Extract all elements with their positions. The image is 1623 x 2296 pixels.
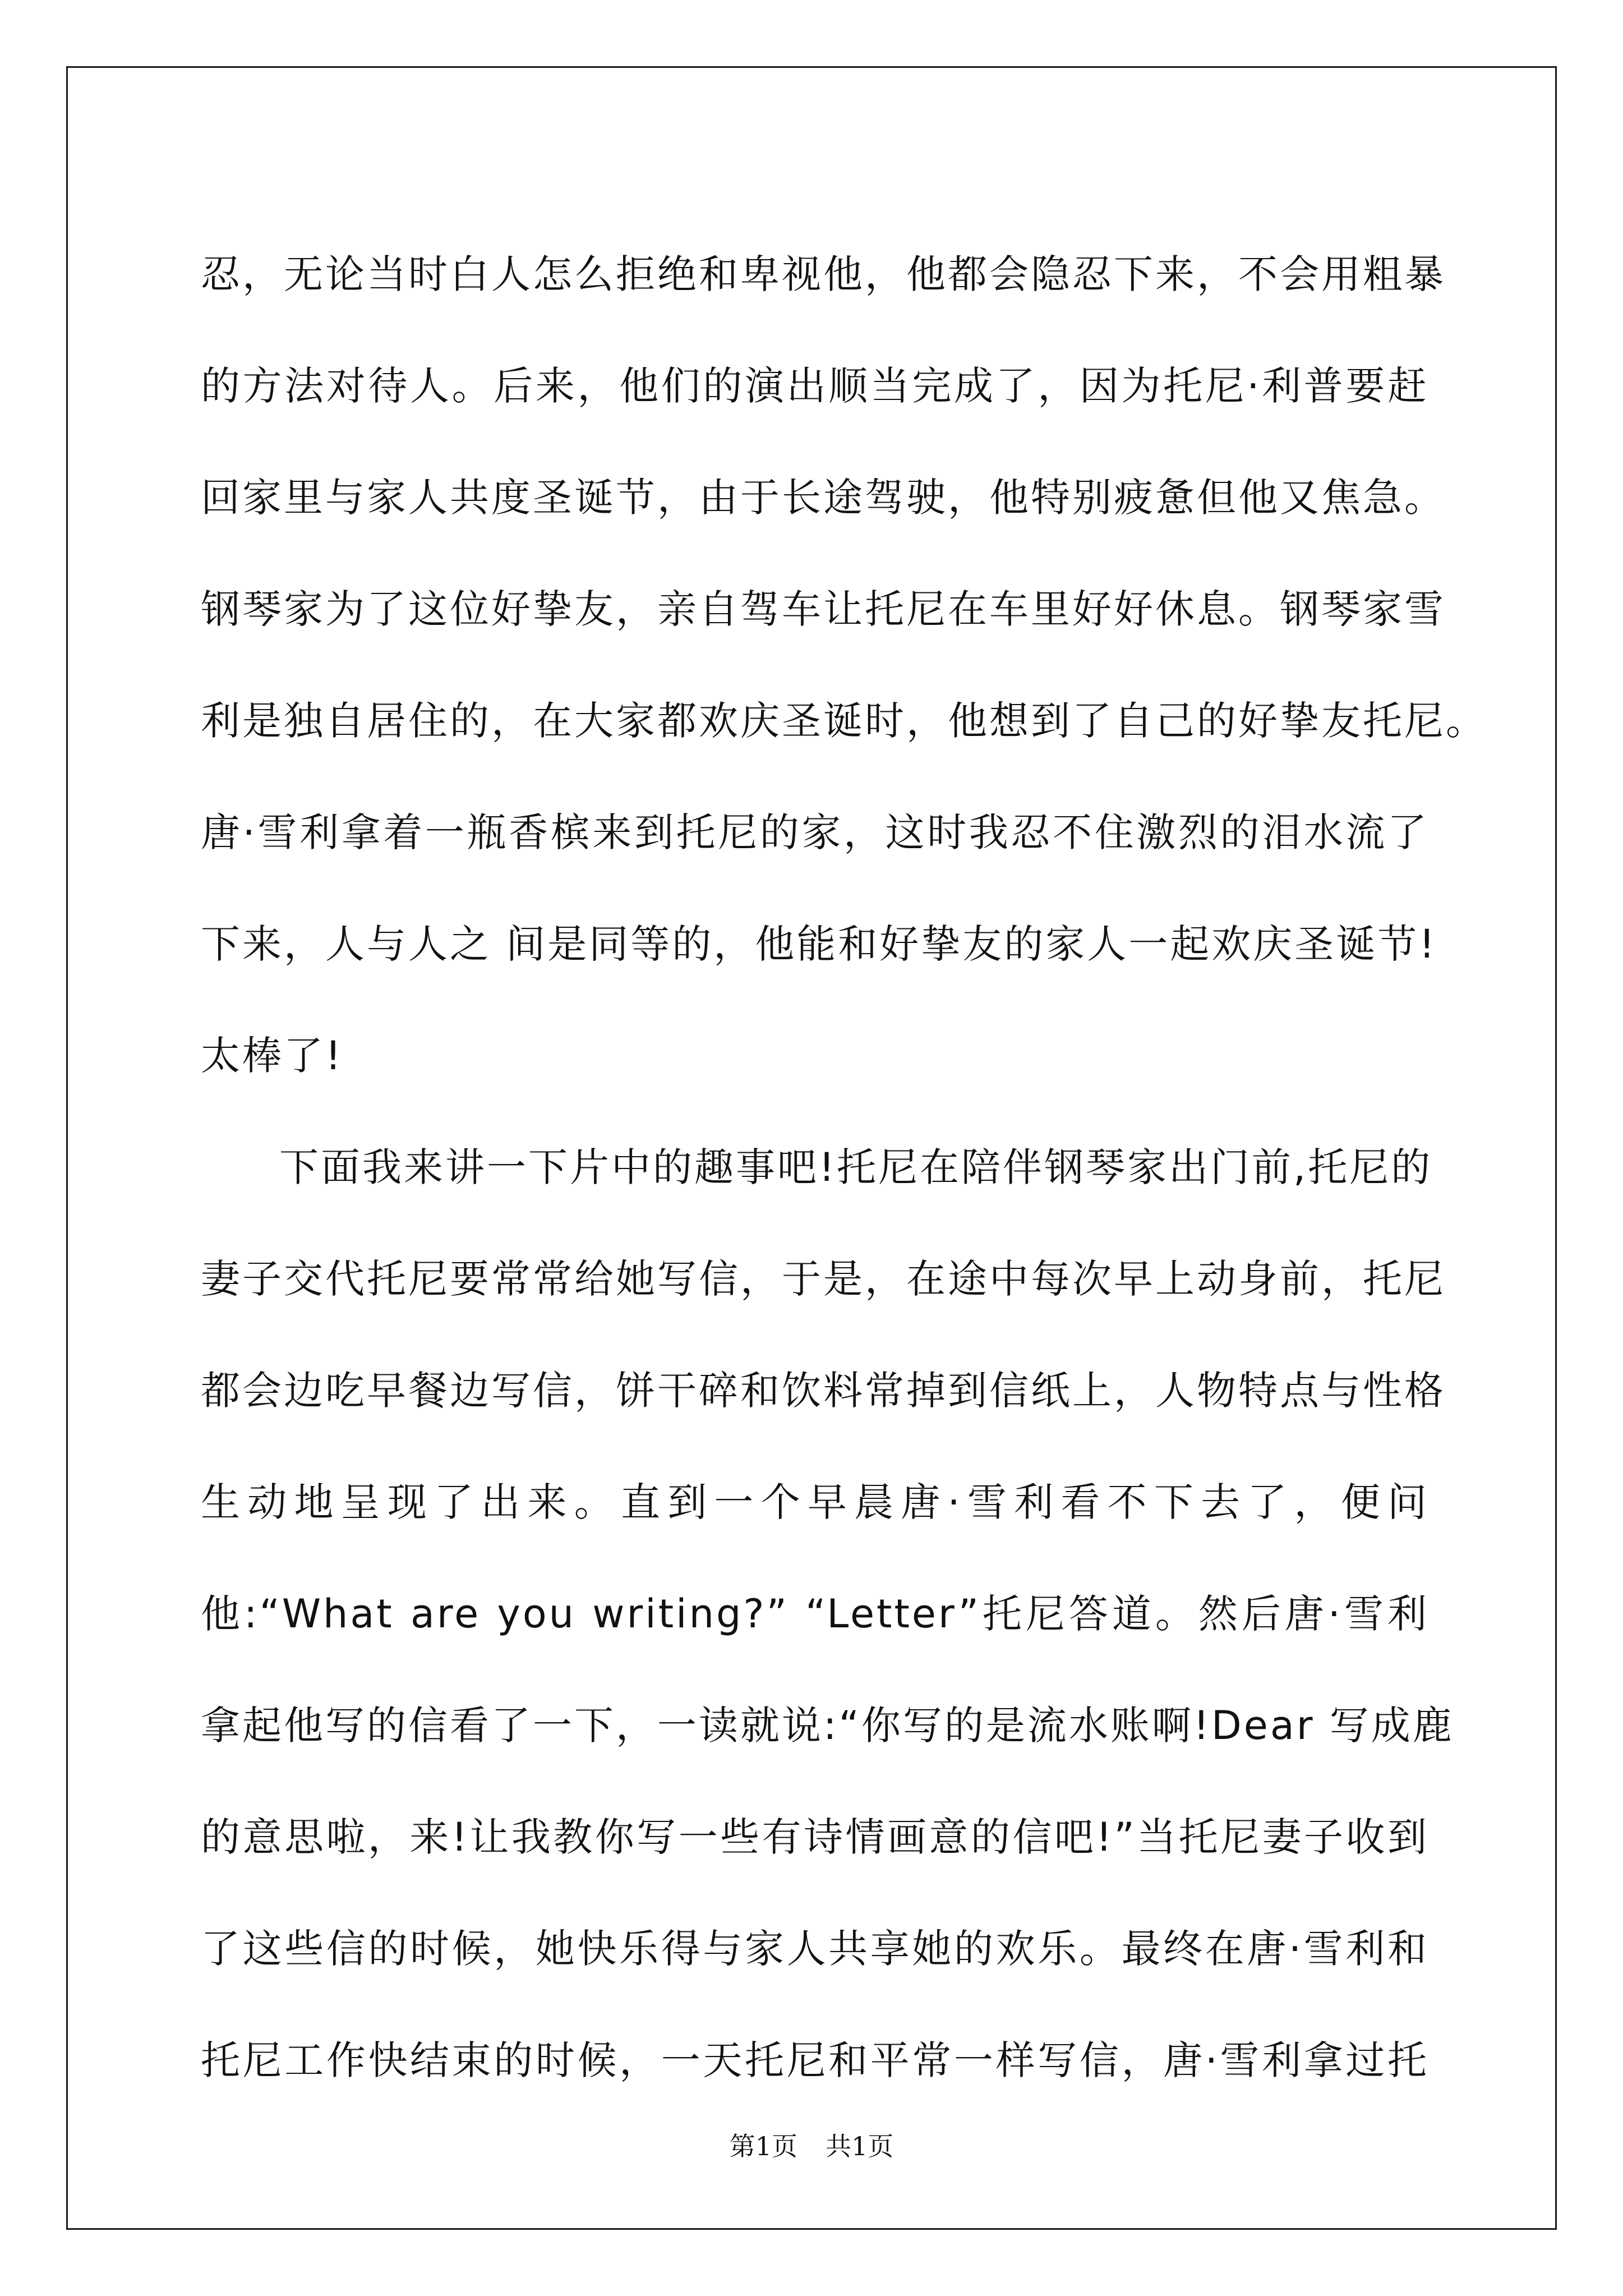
text-line: 生动地呈现了出来。直到一个早晨唐·雪利看不下去了，便问	[201, 1479, 1429, 1525]
page-number: 第1页	[729, 2131, 797, 2161]
text-line: 的意思啦，来!让我教你写一些有诗情画意的信吧!”当托尼妻子收到	[201, 1814, 1429, 1860]
text-line: 下面我来讲一下片中的趣事吧!托尼在陪伴钢琴家出门前,托尼的	[279, 1144, 1433, 1190]
total-pages: 共1页	[826, 2131, 894, 2161]
text-line: 钢琴家为了这位好挚友，亲自驾车让托尼在车里好好休息。钢琴家雪	[201, 586, 1446, 632]
text-line: 托尼工作快结束的时候，一天托尼和平常一样写信，唐·雪利拿过托	[201, 2037, 1429, 2083]
text-line: 了这些信的时候，她快乐得与家人共享她的欢乐。最终在唐·雪利和	[201, 1926, 1429, 1972]
text-line: 唐·雪利拿着一瓶香槟来到托尼的家，这时我忍不住激烈的泪水流了	[201, 809, 1429, 855]
text-line: 忍，无论当时白人怎么拒绝和卑视他，他都会隐忍下来，不会用粗暴	[201, 251, 1446, 297]
text-line: 利是独自居住的，在大家都欢庆圣诞时，他想到了自己的好挚友托尼。	[201, 698, 1487, 744]
paragraph-1	[201, 219, 1487, 1112]
text-line: 的方法对待人。后来，他们的演出顺当完成了，因为托尼·利普要赶	[201, 363, 1429, 409]
paragraph-2	[201, 1112, 1454, 2116]
text-line: 他:“What are you writing?” “Letter”托尼答道。然后唐·雪利	[201, 1591, 1429, 1637]
page-footer	[0, 2126, 1623, 2163]
text-line: 拿起他写的信看了一下，一读就说:“你写的是流水账啊!Dear 写成鹿	[201, 1703, 1454, 1749]
text-line: 都会边吃早餐边写信，饼干碎和饮料常掉到信纸上，人物特点与性格	[201, 1368, 1446, 1414]
text-line: 太棒了!	[201, 1033, 344, 1079]
text-line: 下来，人与人之 间是同等的，他能和好挚友的家人一起欢庆圣诞节!	[201, 921, 1437, 967]
document-body	[201, 219, 1487, 2116]
text-line: 回家里与家人共度圣诞节，由于长途驾驶，他特别疲惫但他又焦急。	[201, 475, 1446, 521]
text-line: 妻子交代托尼要常常给她写信，于是，在途中每次早上动身前，托尼	[201, 1256, 1446, 1302]
